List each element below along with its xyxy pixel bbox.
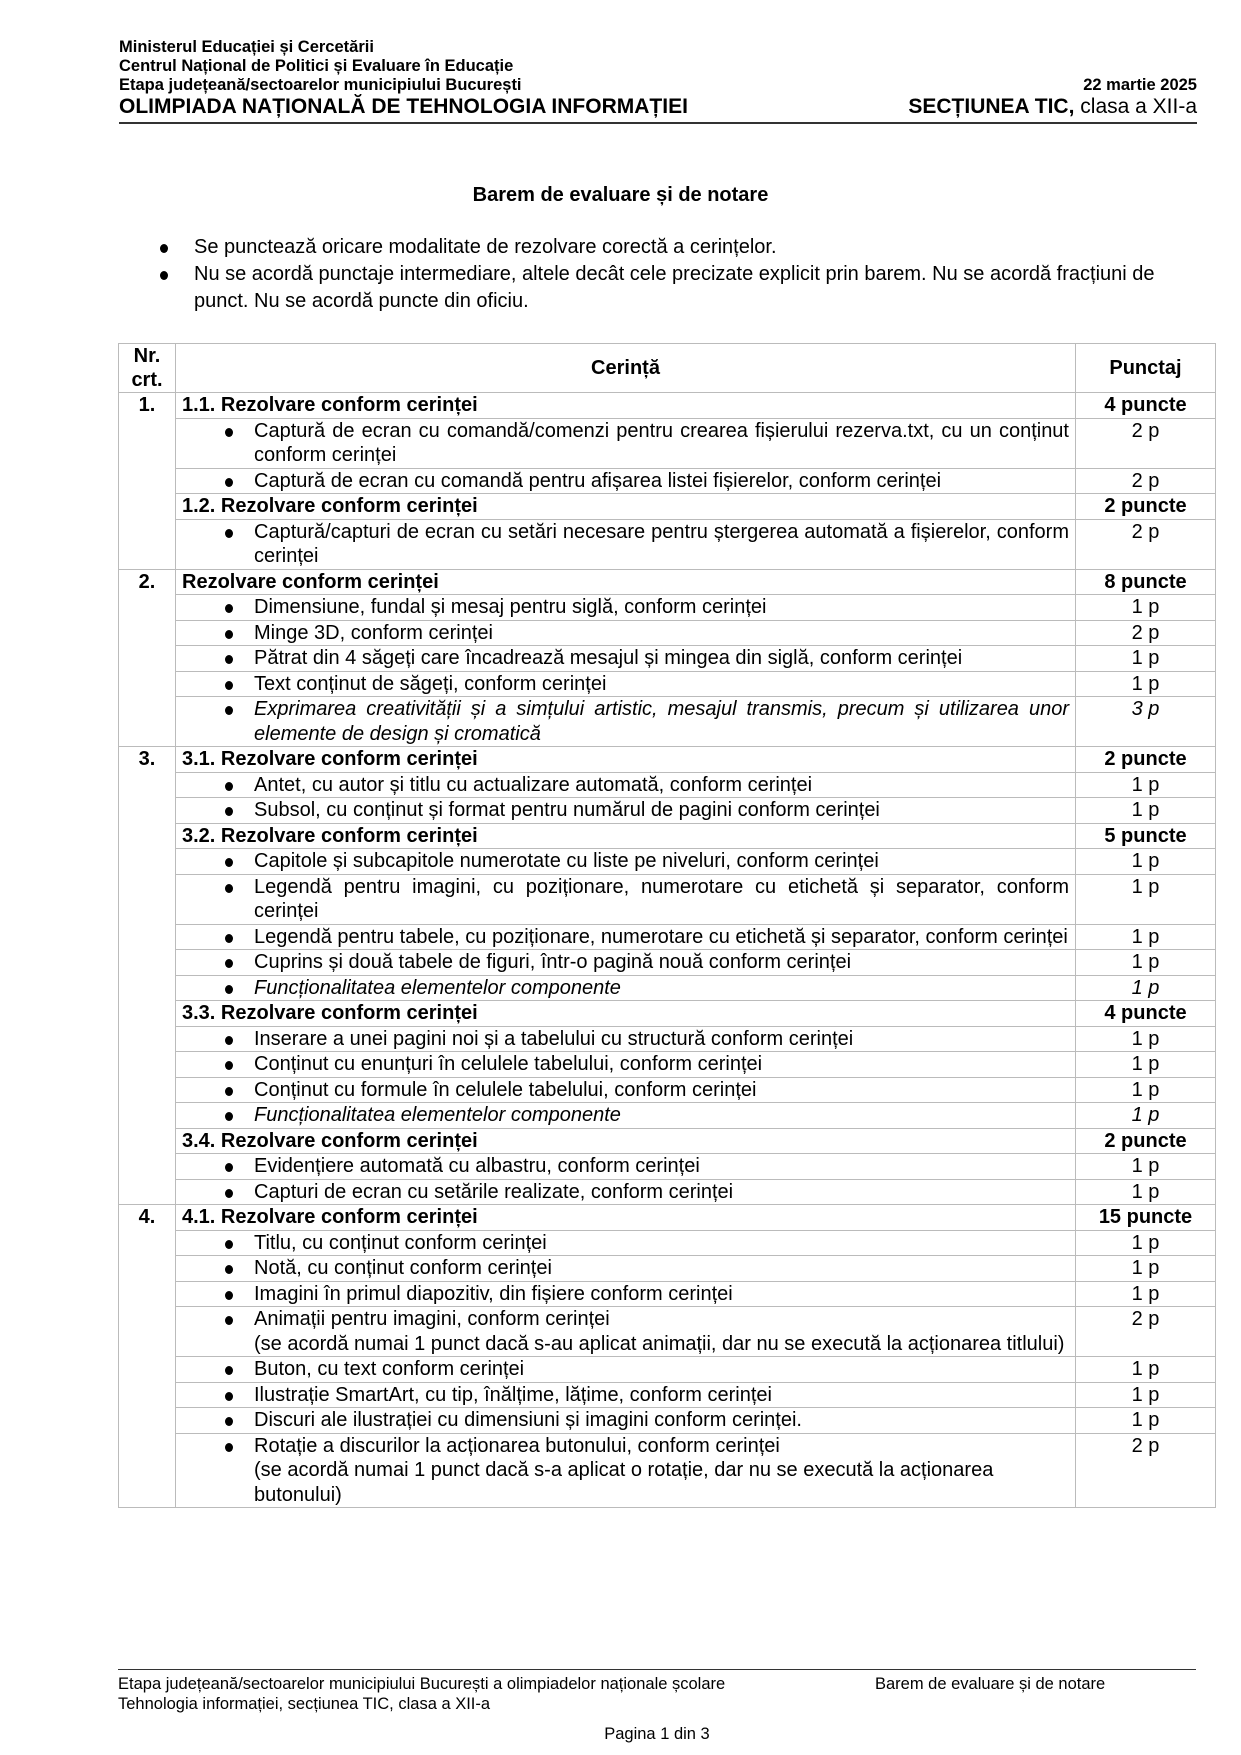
points-cell: 1 p	[1076, 1154, 1216, 1180]
table-row	[119, 1256, 1216, 1282]
requirement-cell	[176, 924, 1076, 950]
table-row	[119, 697, 1216, 747]
row-number: 1.	[119, 393, 176, 570]
bullet-icon	[225, 706, 233, 715]
requirement-item	[182, 621, 1069, 646]
table-row	[119, 671, 1216, 697]
points-cell: 2 p	[1076, 620, 1216, 646]
requirement-text: Buton, cu text conform cerinței	[254, 1358, 525, 1380]
requirement-text: Animații pentru imagini, conform cerinței	[254, 1308, 610, 1330]
section-label	[908, 95, 1197, 119]
points-cell: 8 puncte	[1076, 569, 1216, 595]
requirement-cell	[176, 595, 1076, 621]
requirement-item	[182, 697, 1069, 746]
requirement-cell: 3.2. Rezolvare conform cerinței	[176, 823, 1076, 849]
requirement-cell	[176, 671, 1076, 697]
table-row	[119, 1230, 1216, 1256]
table-row	[119, 519, 1216, 569]
points-cell: 2 p	[1076, 1433, 1216, 1508]
bullet-icon	[225, 681, 233, 690]
points-cell: 2 p	[1076, 418, 1216, 468]
points-cell: 1 p	[1076, 1230, 1216, 1256]
page-number: Pagina 1 din 3	[604, 1725, 710, 1743]
section-class: clasa a XII-a	[1074, 95, 1197, 118]
ministry-name: Ministerul Educației și Cercetării	[119, 38, 374, 56]
requirement-cell	[176, 1103, 1076, 1129]
bullet-icon	[225, 1087, 233, 1096]
bullet-icon	[225, 858, 233, 867]
points-cell: 3 p	[1076, 697, 1216, 747]
section-row	[119, 393, 1216, 419]
table-row	[119, 1026, 1216, 1052]
table-row	[119, 950, 1216, 976]
bullet-icon	[225, 630, 233, 639]
points-cell: 1 p	[1076, 1256, 1216, 1282]
points-cell: 1 p	[1076, 874, 1216, 924]
requirement-cell: Rezolvare conform cerinței	[176, 569, 1076, 595]
requirement-cell	[176, 1357, 1076, 1383]
bullet-icon	[225, 428, 233, 437]
col-header-requirement: Cerință	[176, 344, 1076, 393]
points-cell: 1 p	[1076, 646, 1216, 672]
row-number: 4.	[119, 1205, 176, 1508]
table-row	[119, 646, 1216, 672]
requirement-text: Conținut cu enunțuri în celulele tabelului, conform cerinței	[254, 1053, 763, 1075]
requirement-text: Capturi de ecran cu setările realizate, conform cerinței	[254, 1180, 734, 1203]
bullet-icon	[225, 1417, 233, 1426]
requirement-text: Exprimarea creativității și a simțului artistic, mesajul transmis, precum și utilizarea unor elemente de design și cromatică	[254, 698, 1069, 745]
requirement-item	[182, 469, 1069, 494]
table-row	[119, 1077, 1216, 1103]
requirement-text: Legendă pentru tabele, cu poziționare, numerotare cu etichetă și separator, conform cerinței	[254, 925, 1068, 948]
requirement-item	[182, 1383, 1069, 1408]
bullet-icon	[225, 985, 233, 994]
bullet-icon	[225, 529, 233, 538]
bullet-icon	[225, 1112, 233, 1121]
footer-doc-title: Barem de evaluare și de notare	[875, 1675, 1106, 1693]
bullet-icon	[225, 1189, 233, 1198]
table-row	[119, 1382, 1216, 1408]
requirement-text: Ilustrație SmartArt, cu tip, înălțime, lățime, conform cerinței	[254, 1383, 772, 1406]
requirement-item	[182, 419, 1069, 468]
requirement-item	[182, 1078, 1069, 1103]
requirement-cell: 4.1. Rezolvare conform cerinței	[176, 1205, 1076, 1231]
requirement-item	[182, 1357, 1069, 1382]
requirement-cell	[176, 1026, 1076, 1052]
points-cell: 1 p	[1076, 671, 1216, 697]
section-row	[119, 1205, 1216, 1231]
table-header-row	[119, 344, 1216, 393]
note-item: Nu se acordă punctaje intermediare, altele decât cele precizate explicit prin barem. Nu se acordă fracțiuni de punct. Nu se acordă puncte din oficiu.	[160, 261, 1200, 315]
requirement-cell	[176, 772, 1076, 798]
table-row	[119, 975, 1216, 1001]
requirement-text: Minge 3D, conform cerinței	[254, 621, 493, 644]
grading-table	[118, 343, 1216, 1508]
table-row	[119, 798, 1216, 824]
points-cell: 1 p	[1076, 1052, 1216, 1078]
table-row	[119, 1433, 1216, 1508]
requirement-text: Antet, cu autor și titlu cu actualizare automată, conform cerinței	[254, 773, 813, 796]
table-row	[119, 1179, 1216, 1205]
bullet-icon	[225, 1163, 233, 1172]
exam-date: 22 martie 2025	[1083, 76, 1197, 94]
section-row	[119, 747, 1216, 773]
points-cell: 4 puncte	[1076, 1001, 1216, 1027]
requirement-cell	[176, 1154, 1076, 1180]
requirement-item	[182, 1052, 1069, 1077]
bullet-icon	[225, 1036, 233, 1045]
section-row	[119, 494, 1216, 520]
table-row	[119, 1408, 1216, 1434]
olympiad-title: OLIMPIADA NAȚIONALĂ DE TEHNOLOGIA INFORMAȚIEI	[119, 95, 688, 118]
table-row	[119, 418, 1216, 468]
requirement-cell: 3.1. Rezolvare conform cerinței	[176, 747, 1076, 773]
points-cell: 1 p	[1076, 975, 1216, 1001]
requirement-cell	[176, 646, 1076, 672]
requirement-item	[182, 773, 1069, 798]
points-cell: 2 p	[1076, 519, 1216, 569]
requirement-cell	[176, 1230, 1076, 1256]
points-cell: 5 puncte	[1076, 823, 1216, 849]
bullet-icon	[225, 934, 233, 943]
bullet-icon	[225, 782, 233, 791]
bullet-icon	[225, 807, 233, 816]
section-bold: SECȚIUNEA TIC,	[908, 95, 1075, 118]
requirement-text: Conținut cu formule în celulele tabelului, conform cerinței	[254, 1078, 757, 1101]
bullet-icon	[225, 1265, 233, 1274]
section-row	[119, 569, 1216, 595]
table-row	[119, 772, 1216, 798]
bullet-icon	[225, 478, 233, 487]
requirement-text: Discuri ale ilustrației cu dimensiuni și imagini conform cerinței.	[254, 1409, 802, 1431]
requirement-cell	[176, 874, 1076, 924]
points-cell: 1 p	[1076, 772, 1216, 798]
points-cell: 1 p	[1076, 1077, 1216, 1103]
requirement-text: Capitole și subcapitole numerotate cu liste pe niveluri, conform cerinței	[254, 850, 879, 872]
header-divider	[119, 122, 1197, 124]
points-cell: 2 puncte	[1076, 1128, 1216, 1154]
requirement-text: Subsol, cu conținut și format pentru numărul de pagini conform cerinței	[254, 799, 880, 821]
requirement-text: Notă, cu conținut conform cerinței	[254, 1257, 552, 1279]
requirement-note: (se acordă numai 1 punct dacă s-au aplicat animații, dar nu se execută la acționarea titlului)	[254, 1332, 1065, 1355]
page-header	[119, 38, 1197, 124]
bullet-icon	[225, 1291, 233, 1300]
bullet-icon	[225, 604, 233, 613]
col-header-points: Punctaj	[1076, 344, 1216, 393]
footer-stage: Etapa județeană/sectoarelor municipiului București a olimpiadelor naționale școlare	[118, 1675, 726, 1693]
table-row	[119, 1307, 1216, 1357]
requirement-item	[182, 875, 1069, 924]
requirement-text: Captură/capturi de ecran cu setări necesare pentru ștergerea automată a fișierelor, conform cerinței	[254, 520, 1069, 567]
table-row	[119, 1281, 1216, 1307]
requirement-text: Pătrat din 4 săgeți care încadrează mesajul și mingea din siglă, conform cerinței	[254, 647, 963, 669]
requirement-cell	[176, 620, 1076, 646]
requirement-text: Imagini în primul diapozitiv, din fișiere conform cerinței	[254, 1282, 733, 1305]
bullet-icon	[225, 1061, 233, 1070]
requirement-item	[182, 1027, 1069, 1052]
bullet-icon	[225, 1240, 233, 1249]
requirement-cell	[176, 519, 1076, 569]
requirement-note: (se acordă numai 1 punct dacă s-a aplicat o rotație, dar nu se execută la acționarea butonului)	[254, 1459, 994, 1506]
points-cell: 1 p	[1076, 1281, 1216, 1307]
requirement-cell	[176, 975, 1076, 1001]
requirement-item	[182, 672, 1069, 697]
table-row	[119, 1154, 1216, 1180]
row-number: 3.	[119, 747, 176, 1205]
page-footer	[118, 1669, 1196, 1744]
requirement-cell: 3.4. Rezolvare conform cerinței	[176, 1128, 1076, 1154]
points-cell: 1 p	[1076, 1103, 1216, 1129]
requirement-cell	[176, 1382, 1076, 1408]
table-row	[119, 595, 1216, 621]
requirement-cell	[176, 418, 1076, 468]
center-name: Centrul Național de Politici și Evaluare în Educație	[119, 57, 514, 75]
general-notes	[160, 234, 1200, 315]
requirement-cell	[176, 1408, 1076, 1434]
table-row	[119, 468, 1216, 494]
requirement-cell	[176, 1433, 1076, 1508]
table-row	[119, 620, 1216, 646]
requirement-item	[182, 1282, 1069, 1307]
table-row	[119, 1357, 1216, 1383]
requirement-cell	[176, 1077, 1076, 1103]
requirement-item	[182, 1180, 1069, 1205]
requirement-cell: 3.3. Rezolvare conform cerinței	[176, 1001, 1076, 1027]
bullet-icon	[225, 655, 233, 664]
requirement-cell: 1.2. Rezolvare conform cerinței	[176, 494, 1076, 520]
points-cell: 1 p	[1076, 1382, 1216, 1408]
section-row	[119, 823, 1216, 849]
requirement-cell: 1.1. Rezolvare conform cerinței	[176, 393, 1076, 419]
requirement-item	[182, 1231, 1069, 1256]
points-cell: 1 p	[1076, 1357, 1216, 1383]
requirement-item	[182, 849, 1069, 874]
requirement-item	[182, 798, 1069, 823]
table-body	[119, 393, 1216, 1508]
table-row	[119, 924, 1216, 950]
requirement-text: Inserare a unei pagini noi și a tabelului cu structură conform cerinței	[254, 1027, 854, 1050]
document-title: Barem de evaluare și de notare	[472, 184, 769, 206]
requirement-item	[182, 925, 1069, 950]
table-row	[119, 1052, 1216, 1078]
requirement-item	[182, 976, 1069, 1001]
requirement-cell	[176, 1307, 1076, 1357]
requirement-text: Evidențiere automată cu albastru, conform cerinței	[254, 1155, 700, 1177]
requirement-cell	[176, 950, 1076, 976]
requirement-item	[182, 1256, 1069, 1281]
bullet-icon	[225, 1316, 233, 1325]
requirement-cell	[176, 1052, 1076, 1078]
requirement-item	[182, 646, 1069, 671]
points-cell: 1 p	[1076, 1179, 1216, 1205]
requirement-text: Funcționalitatea elementelor componente	[254, 976, 621, 999]
requirement-cell	[176, 697, 1076, 747]
points-cell: 1 p	[1076, 924, 1216, 950]
requirement-item	[182, 520, 1069, 569]
points-cell: 1 p	[1076, 1408, 1216, 1434]
row-number: 2.	[119, 569, 176, 747]
requirement-item	[182, 950, 1069, 975]
section-row	[119, 1001, 1216, 1027]
points-cell: 1 p	[1076, 950, 1216, 976]
requirement-cell	[176, 798, 1076, 824]
points-cell: 2 p	[1076, 1307, 1216, 1357]
bullet-icon	[225, 959, 233, 968]
requirement-text: Legendă pentru imagini, cu poziționare, numerotare cu etichetă și separator, conform cerinței	[254, 875, 1069, 922]
bullet-icon	[225, 1392, 233, 1401]
points-cell: 1 p	[1076, 798, 1216, 824]
requirement-item	[182, 1103, 1069, 1128]
points-cell: 1 p	[1076, 595, 1216, 621]
table-row	[119, 1103, 1216, 1129]
requirement-cell	[176, 1256, 1076, 1282]
requirement-item	[182, 595, 1069, 620]
section-row	[119, 1128, 1216, 1154]
note-item: Se punctează oricare modalitate de rezolvare corectă a cerințelor.	[160, 234, 1200, 261]
points-cell: 2 puncte	[1076, 494, 1216, 520]
points-cell: 2 puncte	[1076, 747, 1216, 773]
requirement-text: Dimensiune, fundal și mesaj pentru siglă, conform cerinței	[254, 596, 767, 618]
requirement-cell	[176, 1281, 1076, 1307]
bullet-icon	[225, 1443, 233, 1452]
requirement-cell	[176, 468, 1076, 494]
points-cell: 15 puncte	[1076, 1205, 1216, 1231]
bullet-icon	[225, 884, 233, 893]
table-row	[119, 849, 1216, 875]
requirement-text: Funcționalitatea elementelor componente	[254, 1104, 621, 1126]
bullet-icon	[225, 1366, 233, 1375]
requirement-item	[182, 1408, 1069, 1433]
requirement-text: Rotație a discurilor la acționarea butonului, conform cerinței	[254, 1434, 780, 1457]
footer-subject: Tehnologia informației, secțiunea TIC, clasa a XII-a	[118, 1695, 491, 1713]
requirement-cell	[176, 1179, 1076, 1205]
requirement-text: Text conținut de săgeți, conform cerinței	[254, 672, 607, 695]
requirement-item	[182, 1154, 1069, 1179]
requirement-text: Titlu, cu conținut conform cerinței	[254, 1231, 547, 1254]
requirement-text: Captură de ecran cu comandă pentru afișarea listei fișierelor, conform cerinței	[254, 469, 942, 492]
requirement-text: Captură de ecran cu comandă/comenzi pentru crearea fișierului rezerva.txt, cu un conținut conform cerinței	[254, 419, 1069, 466]
points-cell: 2 p	[1076, 468, 1216, 494]
col-header-nr: Nr. crt.	[119, 344, 176, 393]
points-cell: 1 p	[1076, 1026, 1216, 1052]
requirement-item	[182, 1307, 1069, 1356]
stage-name: Etapa județeană/sectoarelor municipiului București	[119, 76, 522, 94]
requirement-item	[182, 1434, 1069, 1508]
table-row	[119, 874, 1216, 924]
points-cell: 1 p	[1076, 849, 1216, 875]
requirement-text: Cuprins și două tabele de figuri, într-o pagină nouă conform cerinței	[254, 951, 852, 973]
requirement-cell	[176, 849, 1076, 875]
points-cell: 4 puncte	[1076, 393, 1216, 419]
